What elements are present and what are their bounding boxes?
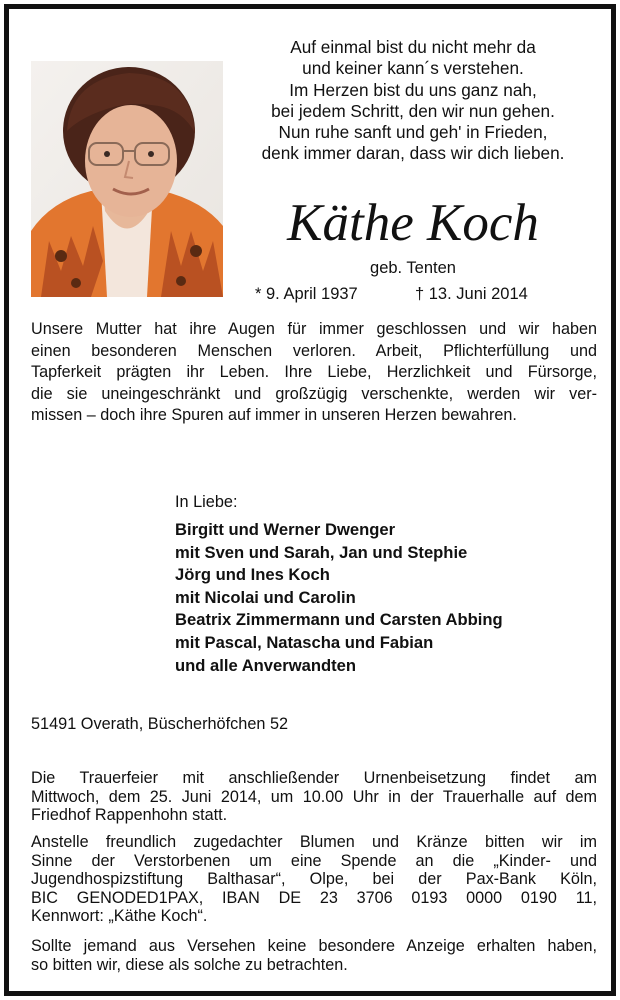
maiden-name: geb. Tenten: [370, 259, 456, 277]
family-line: mit Sven und Sarah, Jan und Stephie: [175, 542, 468, 562]
notice-paragraph: [31, 937, 597, 975]
portrait-photo: [31, 61, 223, 297]
donation-line: Jugendhospizstiftung Balthasar“, Olpe, bei der Pax-Bank Köln,: [31, 870, 597, 889]
donation-line: Sinne der Verstorbenen um eine Spende an die „Kinder- und: [31, 851, 597, 870]
family-line: mit Nicolai und Carolin: [175, 587, 356, 607]
birth-date: * 9. April 1937: [255, 285, 358, 303]
death-date: † 13. Juni 2014: [415, 285, 528, 303]
ceremony-paragraph: [31, 769, 597, 825]
poem: [235, 37, 591, 165]
ceremony-line: Friedhof Rappenhohn statt.: [31, 806, 228, 825]
address: 51491 Overath, Büscherhöfchen 52: [31, 715, 289, 733]
donation-paragraph: [31, 833, 597, 926]
donation-line: BIC GENODED1PAX, IBAN DE 23 3706 0193 0000 0190 11,: [31, 888, 597, 907]
poem-line: Im Herzen bist du uns ganz nah,: [289, 79, 537, 100]
family-line: und alle Anverwandten: [175, 655, 357, 675]
ceremony-line: Die Trauerfeier mit anschließender Urnenbeisetzung findet am: [31, 769, 597, 787]
family-list: [175, 519, 503, 677]
tribute-line: Unsere Mutter hat ihre Augen für immer geschlossen und wir haben: [31, 320, 597, 338]
ceremony-line: Mittwoch, dem 25. Juni 2014, um 10.00 Uhr in der Trauerhalle auf dem: [31, 787, 597, 806]
tribute-paragraph: [31, 319, 597, 427]
family-line: Birgitt und Werner Dwenger: [175, 520, 396, 539]
notice-line: so bitten wir, diese als solche zu betrachten.: [31, 956, 348, 974]
deceased-name: Käthe Koch: [287, 194, 539, 252]
tribute-line: Tapferkeit prägten ihr Leben. Ihre Liebe, Herzlichkeit und Fürsorge,: [31, 363, 597, 381]
donation-line: Kennwort: „Käthe Koch“.: [31, 907, 208, 926]
poem-line: Nun ruhe sanft und geh' in Frieden,: [278, 122, 548, 143]
family-line: Beatrix Zimmermann und Carsten Abbing: [175, 610, 503, 630]
obituary-frame: [4, 4, 616, 996]
family-line: mit Pascal, Natascha und Fabian: [175, 632, 434, 652]
tribute-line: missen – doch ihre Spuren auf immer in unseren Herzen bewahren.: [31, 406, 517, 424]
family-line: Jörg und Ines Koch: [175, 565, 330, 585]
tribute-line: die sie uneingeschränkt und großzügig verschenkte, werden wir ver-: [31, 384, 597, 403]
poem-line: Auf einmal bist du nicht mehr da: [290, 37, 536, 57]
donation-line: Anstelle freundlich zugedachter Blumen und Kränze bitten wir im: [31, 833, 597, 851]
poem-line: bei jedem Schritt, den wir nun gehen.: [271, 100, 555, 121]
notice-line: Sollte jemand aus Versehen keine besondere Anzeige erhalten haben,: [31, 937, 597, 955]
tribute-line: einen besonderen Menschen verloren. Arbeit, Pflichterfüllung und: [31, 341, 597, 360]
love-label: In Liebe:: [175, 493, 238, 511]
poem-line: und keiner kann´s verstehen.: [302, 58, 524, 79]
poem-line: denk immer daran, dass wir dich lieben.: [261, 143, 565, 164]
